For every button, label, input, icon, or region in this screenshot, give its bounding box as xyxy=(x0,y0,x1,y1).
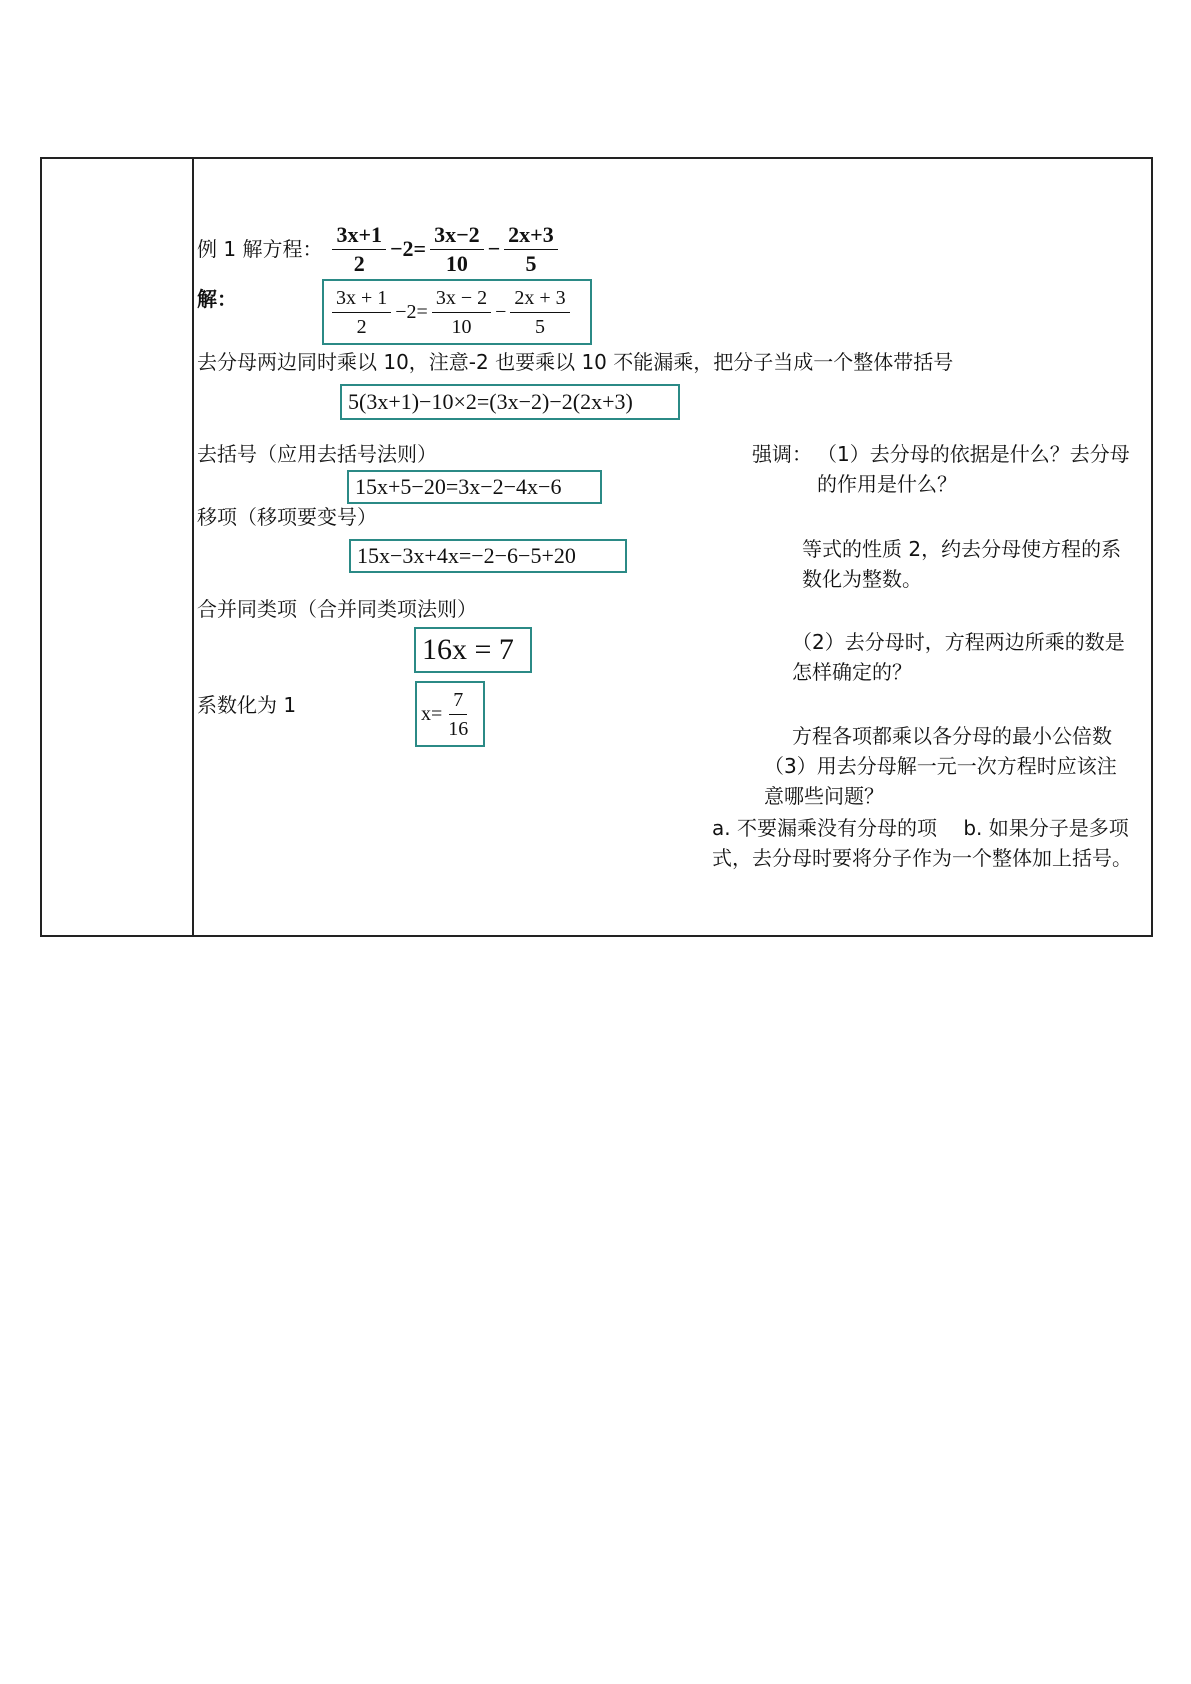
denominator: 5 xyxy=(525,250,537,276)
denominator: 16 xyxy=(448,717,469,740)
denominator: 10 xyxy=(445,250,468,276)
denominator: 2 xyxy=(353,250,365,276)
lesson-table xyxy=(40,157,1153,937)
operator: −2= xyxy=(395,300,428,323)
denominator: 5 xyxy=(535,315,546,338)
operator: − xyxy=(495,300,507,323)
step1-text: 去分母两边同时乘以 10，注意-2 也要乘以 10 不能漏乘，把分子当成一个整体带括号 xyxy=(197,350,954,374)
denominator: 2 xyxy=(356,315,367,338)
numerator: 3x − 2 xyxy=(432,284,491,313)
fraction xyxy=(444,686,472,743)
solution-equation-box xyxy=(322,279,592,345)
step4-text: 合并同类项（合并同类项法则） xyxy=(197,597,477,621)
fraction-2 xyxy=(432,284,491,341)
operator: −2= xyxy=(390,236,427,261)
step1-equation-box: 5(3x+1)−10×2=(3x−2)−2(2x+3) xyxy=(340,384,680,420)
fraction-3 xyxy=(510,284,569,341)
answer-3: a. 不要漏乘没有分母的项 b. 如果分子是多项式，去分母时要将分子作为一个整体加上括号。 xyxy=(712,816,1132,870)
emphasis-label: 强调： xyxy=(752,442,812,466)
question-3: （3）用去分母解一元一次方程时应该注意哪些问题？ xyxy=(764,754,1117,808)
answer-2: 方程各项都乘以各分母的最小公倍数 xyxy=(792,724,1112,748)
numerator: 2x+3 xyxy=(504,221,558,250)
solution-label: 解： xyxy=(197,287,237,311)
denominator: 10 xyxy=(451,315,472,338)
question-1: （1）去分母的依据是什么？去分母的作用是什么？ xyxy=(817,442,1130,496)
step5-equation-box xyxy=(415,681,485,747)
step4-equation-box: 16x = 7 xyxy=(414,627,532,673)
lhs: x= xyxy=(421,702,443,725)
step5-text: 系数化为 1 xyxy=(197,693,297,717)
numerator: 7 xyxy=(449,686,467,715)
numerator: 2x + 3 xyxy=(510,284,569,313)
numerator: 3x + 1 xyxy=(332,284,391,313)
numerator: 3x−2 xyxy=(430,221,484,250)
question-2: （2）去分母时，方程两边所乘的数是怎样确定的？ xyxy=(792,630,1125,684)
fraction-1 xyxy=(332,284,391,341)
numerator: 3x+1 xyxy=(332,221,386,250)
step2-equation-box: 15x+5−20=3x−2−4x−6 xyxy=(347,470,602,504)
column-divider xyxy=(192,159,194,935)
step3-equation-box: 15x−3x+4x=−2−6−5+20 xyxy=(349,539,627,573)
example-heading xyxy=(197,219,560,279)
fraction-2 xyxy=(430,221,484,278)
example-label: 例 1 解方程： xyxy=(197,237,323,261)
fraction-1 xyxy=(332,221,386,278)
operator: − xyxy=(487,236,501,261)
fraction-3 xyxy=(504,221,558,278)
answer-1: 等式的性质 2，约去分母使方程的系数化为整数。 xyxy=(802,537,1122,591)
example-equation xyxy=(330,221,559,278)
step2-text: 去括号（应用去括号法则） xyxy=(197,442,437,466)
step3-text: 移项（移项要变号） xyxy=(197,505,377,529)
